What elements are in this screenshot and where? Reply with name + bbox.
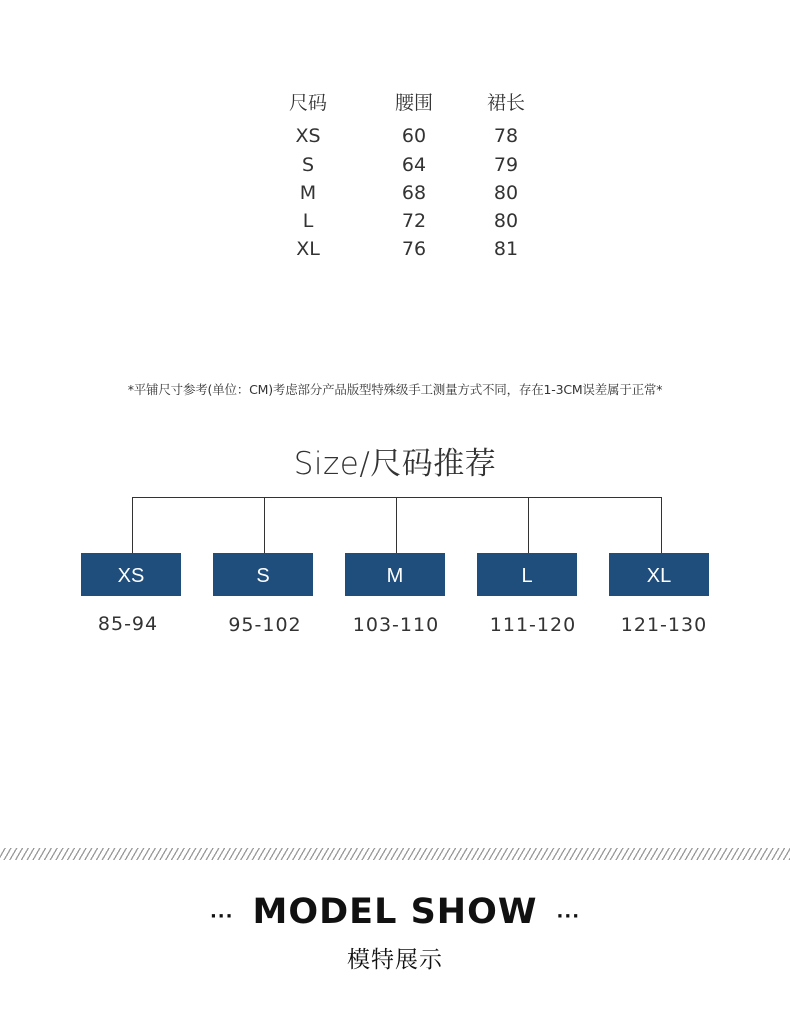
size-box-xl: XL	[609, 553, 709, 596]
size-box-s: S	[213, 553, 313, 596]
size-box-m: M	[345, 553, 445, 596]
size-range-l: 111-120	[489, 614, 577, 636]
size-box-l: L	[477, 553, 577, 596]
tree-branch-line	[661, 497, 662, 553]
table-cell: 80	[493, 210, 519, 232]
table-cell: 79	[493, 154, 519, 176]
dots-right: ···	[556, 905, 581, 927]
size-recommendation-title: Size/尺码推荐	[293, 446, 497, 482]
size-range-xs: 85-94	[97, 613, 159, 635]
table-cell: 64	[401, 154, 427, 176]
table-cell: XL	[296, 238, 320, 260]
table-cell: 78	[493, 125, 519, 147]
model-show-title: MODEL SHOW	[252, 892, 538, 932]
table-cell: S	[301, 154, 315, 176]
table-cell: M	[299, 182, 317, 204]
size-range-m: 103-110	[352, 614, 440, 636]
tree-branch-line	[396, 497, 397, 553]
size-table	[0, 0, 790, 270]
table-header-skirt-length: 裙长	[486, 92, 525, 114]
size-box-xs: XS	[81, 553, 181, 596]
table-cell: 80	[493, 182, 519, 204]
model-show-subtitle: 模特展示	[347, 947, 443, 973]
hatched-divider	[0, 848, 790, 860]
size-range-s: 95-102	[228, 614, 302, 636]
table-cell: 60	[401, 125, 427, 147]
table-cell: 72	[401, 210, 427, 232]
table-cell: 76	[401, 238, 427, 260]
size-tree-connector	[0, 497, 790, 557]
table-cell: 81	[493, 238, 519, 260]
tree-branch-line	[132, 497, 133, 553]
table-header-waist: 腰围	[394, 92, 433, 114]
tree-branch-line	[264, 497, 265, 553]
table-cell: XS	[295, 125, 321, 147]
table-header-size: 尺码	[288, 92, 327, 114]
size-range-xl: 121-130	[620, 614, 708, 636]
tree-horizontal-line	[132, 497, 662, 498]
model-show-heading	[0, 892, 790, 942]
measurement-note: *平铺尺寸参考(单位：CM)考虑部分产品版型特殊级手工测量方式不同，存在1-3CM误差属于正常*	[127, 382, 663, 397]
tree-branch-line	[528, 497, 529, 553]
table-cell: 68	[401, 182, 427, 204]
dots-left: ···	[209, 905, 234, 927]
table-cell: L	[302, 210, 314, 232]
